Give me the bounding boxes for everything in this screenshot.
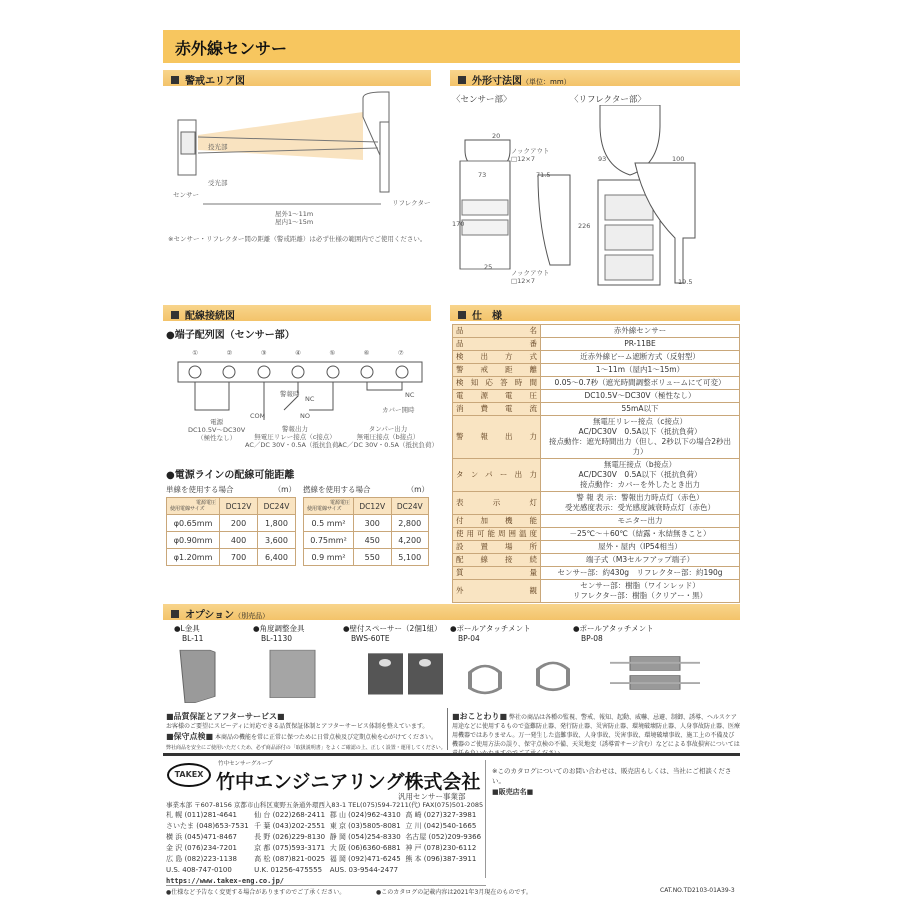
office-phone: 京 都 (075)593-3171 [254,844,326,852]
notice-title: ■品質保証とアフターサービス■ [166,712,285,721]
table-row [167,549,296,566]
spec-label: タンパー出力 [453,459,541,492]
header-cell: DC24V [391,498,429,515]
spec-value [541,459,740,492]
spec-label: 警戒距離 [453,364,541,377]
spec-value-line: モニター出力 [617,516,663,525]
spec-row [453,580,740,603]
note-line: 警報出力 [281,425,308,433]
spec-value [541,492,740,515]
table-row [304,532,429,549]
spec-label: 検出方式 [453,351,541,364]
power-note [188,418,245,442]
header-cell [167,498,220,515]
nc-label: NC [405,391,415,399]
note-line: AC／DC 30V・0.5A（抵抗負荷） [338,441,438,449]
terminal-number: ① [192,349,199,357]
cell: 550 [354,549,391,566]
header-cell [304,498,354,515]
terminal-title: ●端子配列図（センサー部） [166,330,295,341]
spec-value-line: センサー部：約430g リフレクター部：約190g [557,568,723,577]
terminal-number: ② [226,349,233,357]
table-row [167,532,296,549]
single-wire-table [166,497,296,566]
office-phone: さいたま (048)653-7531 [166,822,249,830]
dim-170: 170 [452,220,465,228]
indoor-range: 屋内1～15m [275,218,314,226]
spec-label: 付加機能 [453,515,541,528]
section-title: 仕 様 [472,311,502,322]
unit-label: （m） [273,485,296,494]
spec-row [453,416,740,459]
angle-bracket-image [270,650,315,698]
cell: 0.75mm² [304,532,354,549]
knockout-label: ノックアウト [511,269,550,277]
office-row [166,821,486,832]
spec-value [541,364,740,377]
dim-73: 73 [478,171,487,179]
office-phone: 大 阪 (06)6360-6881 [329,844,401,852]
option-code: BL-11 [182,634,204,643]
note-line: タンパー出力 [368,425,408,433]
header-text: 使用電線サイズ [307,506,342,512]
spec-value [541,541,740,554]
spec-value [541,554,740,567]
office-phone: 熊 本 (096)387-3911 [405,855,477,863]
terminal-number: ⑥ [363,349,370,357]
dim-25: 25 [484,263,493,271]
spec-row [453,377,740,390]
office-list [166,810,486,876]
area-note: ※センサー・リフレクター間の距離（警戒距離）は必ず仕様の範囲内でご使用ください。 [168,235,427,243]
spec-label: 検知応答時間 [453,377,541,390]
spec-row [453,554,740,567]
section-options-header [163,604,740,620]
spec-row [453,325,740,338]
spec-label: 品番 [453,338,541,351]
terminal-number: ④ [295,349,301,357]
table-caption: 撚線を使用する場合 [303,485,371,494]
knockout-size: □12×7 [511,155,535,163]
takex-logo: TAKEX [167,763,211,787]
notice-title: ■保守点検■ [166,732,214,741]
option-bl-11 [174,624,203,644]
office-phone: 札 幌 (011)281-4641 [166,811,237,819]
spec-label: 表示灯 [453,492,541,515]
option-bws-60te [343,624,442,644]
outdoor-range: 屋外1～11m [275,210,314,218]
spec-label: 配線接続 [453,554,541,567]
pole-attachment-bp04-image [470,663,568,693]
office-phone [405,865,486,876]
cell: 0.9 mm² [304,549,354,566]
option-bp-08 [573,624,654,644]
option-name: ●L金具 [174,624,200,633]
spec-value-line: リフレクター部：樹脂（クリアー・黒） [572,591,708,600]
dim-71-5: 71.5 [536,171,551,179]
cell: 6,400 [258,549,296,566]
disclaimer [452,712,740,758]
note-line: （極性なし） [197,434,237,442]
spec-row [453,364,740,377]
spec-value-line: 接点動作：遮光時間出力（但し、2秒以下の場合2秒出力） [548,437,732,456]
stranded-wire-table [303,497,429,566]
option-name: ●ポールアタッチメント [573,624,654,633]
dim-226: 226 [578,222,591,230]
spec-value [541,515,740,528]
office-phone: 静 岡 (054)254-8330 [329,833,401,841]
section-wiring-header [163,305,431,321]
emit-label: 投光部 [208,143,228,151]
cell: 1,800 [258,515,296,532]
header-cell: DC12V [220,498,258,515]
office-phone: 横 浜 (045)471-8467 [166,833,237,841]
section-spec-header [450,305,740,321]
table-row [304,549,429,566]
cover-open-label: カバー開時 [382,406,415,414]
sensor-part-label: 〈センサー部〉 [452,95,512,105]
header-cell: DC12V [354,498,391,515]
sensor-label: センサー [173,191,199,199]
spec-row [453,459,740,492]
spec-value-line: AC/DC30V 0.5A以下（抵抗負荷） [578,470,702,479]
dealer-label: ■販売店名■ [492,788,534,796]
reflector-part-label: 〈リフレクター部〉 [570,95,646,105]
no-label: NO [300,412,310,420]
office-row [166,810,486,821]
section-dims-header [450,70,740,86]
option-name: ●角度調整金具 [253,624,305,633]
spec-value [541,580,740,603]
terminal-number: ⑤ [329,349,336,357]
spec-value-line: 赤外線センサー [613,326,667,335]
note-line: 無電圧リレー接点（c接点） [254,433,336,441]
nc-label: NC [305,395,315,403]
unit-label: （m） [406,485,429,494]
options-note: （別売品） [234,612,270,620]
terminal-numbers [178,349,418,357]
notice-title: ■おことわり■ [452,712,508,721]
cell: 5,100 [391,549,429,566]
company-group: 竹中センサーグループ [218,761,273,767]
spec-row [453,567,740,580]
spec-value [541,416,740,459]
office-phone: U.S. 408-747-0100 [166,866,232,874]
office-phone: 名古屋 (052)209-9366 [405,833,482,841]
l-bracket-image [180,650,215,703]
spec-label: 外観 [453,580,541,603]
office-phone: AUS. 03-9544-2477 [329,866,399,874]
tamper-output-note [338,425,438,449]
spec-value-line: 屋外・屋内（IP54相当） [598,542,682,551]
office-row [166,843,486,854]
cell: φ1.20mm [167,549,220,566]
option-bl-1130 [253,624,305,644]
page-title: 赤外線センサー [163,30,740,63]
office-phone: U.K. 01256-475555 [254,866,323,874]
spec-row [453,390,740,403]
table-caption: 単線を使用する場合 [166,485,234,494]
receive-label: 受光部 [208,179,228,187]
spec-value-line: DC10.5V～DC30V（極性なし） [584,391,696,400]
spec-row [453,338,740,351]
company-url-link[interactable]: https://www.takex-eng.co.jp/ [166,877,486,886]
spec-row [453,541,740,554]
table-row [304,515,429,532]
hq-address: 事業本部 〒607-8156 京都市山科区東野五条通外環西入83-1 TEL(075)594-7211(代) FAX(075)501-2085 [166,801,484,809]
contact-note: ※このカタログについてのお問い合わせは、販売店もしくは、当社にご相談ください。 [492,767,732,785]
cell: φ0.90mm [167,532,220,549]
note-line: 電源 [210,418,224,426]
unit-note: （単位：mm） [522,78,571,86]
cell: 300 [354,515,391,532]
spec-value [541,403,740,416]
spec-value-line: 近赤外線ビーム遮断方式（反射型） [580,352,700,361]
office-phone: 東 京 (03)5805-8081 [329,822,401,830]
spec-value-line: 55mA以下 [621,404,659,413]
cell: 2,800 [391,515,429,532]
single-wire-block [166,484,296,566]
quality-notice [166,712,476,753]
cell: 450 [354,532,391,549]
spec-value [541,325,740,338]
notice-text: 弊社の商品は各種の監視、警戒、報知、起動、威嚇、忌避、制御、誘導、ヘルスケア用途などに使用するもので盗難防止器、発行防止器、災害防止器、環境破壊防止器、人身事故防止器、医療用機器ではありません。万一発生した盗難事故、人身事故、災害事故、環境破壊事故、施工上の不備及び機器のご使用方法の誤り、保守点検の不備、天災地変（誘導雷サージ含む）などによる事故損害については [452,714,741,748]
alarm-output-note [245,425,345,449]
spec-value-line: 受光感度表示：受光感度減衰時点灯（赤色） [565,503,715,512]
office-phone: 高 崎 (027)327-3981 [405,811,477,819]
company-name: 竹中エンジニアリング株式会社 [216,771,481,793]
spec-value [541,567,740,580]
table-row [167,515,296,532]
dim-19-5: 19.5 [678,278,693,286]
dim-20: 20 [492,132,501,140]
spec-label: 設置場所 [453,541,541,554]
footer-date-note: ●このカタログの記載内容は2021年3月現在のものです。 [376,889,532,896]
office-phone: 千 葉 (043)202-2551 [254,822,326,830]
spec-value-line: 端子式（M3セルフアップ端子） [585,555,695,564]
option-name: ●壁付スペーサー（2個1組） [343,624,442,633]
divider [163,753,740,756]
office-row [166,832,486,843]
office-row [166,865,486,876]
dim-100: 100 [672,155,685,163]
spec-value-line: －25℃～＋60℃（結露・氷結無きこと） [569,529,711,538]
option-bp-04 [450,624,531,644]
spec-row [453,492,740,515]
spec-row [453,515,740,528]
spec-value-line: 無電圧リレー接点（c接点） [592,417,688,426]
terminal-number: ③ [260,349,267,357]
stranded-wire-block [303,484,429,566]
office-phone: 福 岡 (092)471-6245 [329,855,401,863]
com-label: COM [250,412,266,420]
spec-value-line: 接点動作：カバーを外したとき出力 [580,480,700,489]
section-title: 警戒エリア図 [185,76,245,87]
cell: 200 [220,515,258,532]
option-images [170,647,740,704]
cell: 0.5 mm² [304,515,354,532]
cell: 400 [220,532,258,549]
dim-93: 93 [598,155,607,163]
office-phone: 神 戸 (078)230-6112 [405,844,477,852]
spec-value [541,528,740,541]
spec-label: 消費電流 [453,403,541,416]
spec-value [541,377,740,390]
section-title: 配線接続図 [185,311,235,322]
knockout-label: ノックアウト [511,147,550,155]
cell: 3,600 [258,532,296,549]
note-line: AC／DC 30V・0.5A（抵抗負荷） [245,441,345,449]
spec-value-line: 無電圧接点（b接点） [603,460,677,469]
distance-title: ●電源ラインの配線可能距離 [166,470,295,481]
header-cell: DC24V [258,498,296,515]
spec-value [541,351,740,364]
cell: 700 [220,549,258,566]
footer-note: ●仕様など予告なく変更する場合がありますのでご了承ください。 [166,889,346,896]
spec-value [541,390,740,403]
option-code: BP-08 [581,634,603,643]
section-title: オプション [185,610,235,621]
cell: 4,200 [391,532,429,549]
spec-row [453,528,740,541]
divider [447,708,448,750]
catalog-number: CAT.NO.TD2103-01A39-3 [660,887,735,894]
spec-row [453,351,740,364]
notice-text: 本商品の機能を常に正常に保つために日常点検及び定期点検を心がけてください。 [215,734,438,741]
spec-label: 電源電圧 [453,390,541,403]
spec-label: 警報出力 [453,416,541,459]
office-phone: 高 松 (087)821-0025 [254,855,326,863]
office-row [166,854,486,865]
office-phone: 金 沢 (076)234-7201 [166,844,237,852]
divider [485,760,486,878]
option-code: BL-1130 [261,634,292,643]
spec-value-line: 0.05～0.7秒（遮光時間調整ボリュームにて可変） [554,378,726,387]
header-text: 電源電圧 [196,500,217,506]
header-text: 使用電線サイズ [170,506,205,512]
spec-value-line: AC/DC30V 0.5A以下（抵抗負荷） [578,427,702,436]
office-phone: 郡 山 (024)962-4310 [329,811,401,819]
section-area-header [163,70,431,86]
spec-label: 品名 [453,325,541,338]
alarm-time-label: 警報時 [280,390,300,398]
option-name: ●ポールアタッチメント [450,624,531,633]
spec-value-line: 1～11m（屋内1～15m） [595,365,685,374]
section-title: 外形寸法図 [472,76,522,87]
note-line: DC10.5V～DC30V [188,426,246,434]
spec-label: 質量 [453,567,541,580]
notice-text: お客様のご要望にスピーディに対応できる品質保証体制とアフターサービス体制を整えています。 [166,723,429,730]
spec-row [453,403,740,416]
option-code: BP-04 [458,634,480,643]
terminal-number: ⑦ [397,349,404,357]
note-line: 無電圧接点（b接点） [356,433,420,441]
spec-value-line: 警 報 表 示：警報出力時点灯（赤色） [576,493,704,502]
spec-table [452,324,740,603]
option-code: BWS-60TE [351,634,390,643]
reflector-label: リフレクター [392,199,431,207]
office-phone: 立 川 (042)540-1665 [405,822,477,830]
office-phone: 仙 台 (022)268-2411 [254,811,326,819]
notice-text: 弊社商品を安全にご使用いただくため、必ず商品添付の「取扱説明書」をよくご確認の上、正しく設置・運用してください。 [166,745,446,751]
knockout-size: □12×7 [511,277,535,285]
spec-value [541,338,740,351]
office-phone: 長 野 (026)229-8130 [254,833,326,841]
division-name: 汎用センサー事業部 [398,792,466,801]
header-text: 電源電圧 [330,500,351,506]
spec-value-line: PR-11BE [624,339,656,348]
spec-value-line: センサー部：樹脂（ワインレッド） [580,581,700,590]
cell: φ0.65mm [167,515,220,532]
spec-label: 使用可能周囲温度 [453,528,541,541]
office-phone: 広 島 (082)223-1138 [166,855,237,863]
